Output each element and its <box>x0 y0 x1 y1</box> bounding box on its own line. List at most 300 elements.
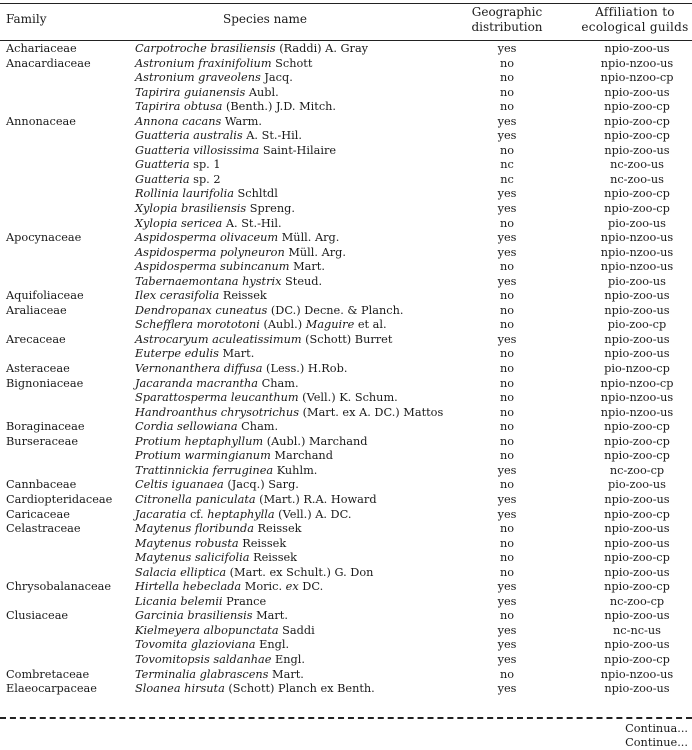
species-cell <box>135 144 336 159</box>
species-cell <box>135 231 339 246</box>
ecological-guild-cell: npio-zoo-cp <box>604 129 670 143</box>
ecological-guild-cell: pio-zoo-us <box>608 478 666 492</box>
species-author: (Schott) Planch ex Benth. <box>224 682 375 696</box>
species-name-italic: Tapirira guianensis <box>135 85 246 99</box>
ecological-guild-cell: npio-zoo-cp <box>604 449 670 463</box>
geographic-distribution-cell: no <box>499 434 515 448</box>
species-author: (DC.) Decne. & Planch. <box>267 303 404 317</box>
table-row <box>0 653 692 668</box>
ecological-guild-cell: npio-nzoo-cp <box>600 376 674 390</box>
header-geo-line2: distribution <box>471 20 543 34</box>
species-name-italic: Sloanea hirsuta <box>135 682 225 696</box>
geographic-distribution-cell: no <box>499 536 515 550</box>
species-cell <box>135 158 221 173</box>
ecological-guild-cell: npio-zoo-us <box>604 536 670 550</box>
species-name-italic: heptaphylla <box>207 507 275 521</box>
species-cell <box>135 57 312 72</box>
species-name-italic: Protium warmingianum <box>135 449 271 463</box>
table-row <box>0 217 692 232</box>
species-cell <box>135 347 254 362</box>
species-author: Cham. <box>258 376 299 390</box>
ecological-guild-cell: npio-zoo-us <box>604 609 670 623</box>
table-row <box>0 595 692 610</box>
table-row <box>0 57 692 72</box>
ecological-guild-cell: npio-nzoo-us <box>600 56 674 70</box>
species-cell <box>135 435 368 450</box>
ecological-guild-cell: npio-zoo-cp <box>604 507 670 521</box>
table-row <box>0 246 692 261</box>
species-name-italic: Annona cacans <box>135 114 222 128</box>
species-author: Saddi <box>278 623 315 637</box>
header-geo-line1: Geographic <box>471 5 543 19</box>
ecological-guild-cell: npio-zoo-cp <box>604 420 670 434</box>
table-row <box>0 609 692 624</box>
geographic-distribution-cell: no <box>499 85 515 99</box>
ecological-guild-cell: npio-zoo-us <box>604 682 670 696</box>
continued-label-en: Continue... <box>625 736 688 749</box>
ecological-guild-cell: npio-zoo-cp <box>604 652 670 666</box>
geographic-distribution-cell: no <box>499 376 515 390</box>
species-cell <box>135 202 295 217</box>
species-cell <box>135 86 279 101</box>
species-author: (Raddi) A. Gray <box>275 42 369 55</box>
table-row <box>0 231 692 246</box>
header-rule <box>0 40 692 41</box>
species-cell <box>135 129 302 144</box>
table-row <box>0 260 692 275</box>
species-cell <box>135 508 351 523</box>
geographic-distribution-cell: no <box>499 405 515 419</box>
species-name-italic: Maytenus salicifolia <box>135 551 250 565</box>
species-name-italic: Aspidosperma olivaceum <box>135 231 279 245</box>
table-row <box>0 580 692 595</box>
ecological-guild-cell: npio-zoo-us <box>604 492 670 506</box>
ecological-guild-cell: npio-zoo-us <box>604 42 670 55</box>
species-cell <box>135 566 373 581</box>
species-cell <box>135 173 221 188</box>
family-cell: Arecaceae <box>6 332 66 346</box>
table-row <box>0 86 692 101</box>
geographic-distribution-cell: yes <box>497 652 517 666</box>
ecological-guild-cell: npio-zoo-cp <box>604 434 670 448</box>
species-author: Müll. Arg. <box>284 245 346 259</box>
species-name-italic: Schefflera morototoni <box>135 318 260 332</box>
species-name-italic: Astronium fraxinifolium <box>135 56 272 70</box>
species-name-italic: Tapirira obtusa <box>135 100 223 114</box>
species-name-italic: Dendropanax cuneatus <box>135 303 268 317</box>
table-row <box>0 362 692 377</box>
geographic-distribution-cell: no <box>499 71 515 85</box>
species-name-italic: Licania belemii <box>135 594 223 608</box>
species-name-italic: Xylopia sericea <box>135 216 223 230</box>
ecological-guild-cell: npio-nzoo-cp <box>600 71 674 85</box>
ecological-guild-cell: nc-zoo-cp <box>609 594 665 608</box>
species-author: Prance <box>222 594 267 608</box>
ecological-guild-cell: pio-zoo-us <box>608 216 666 230</box>
ecological-guild-cell: npio-zoo-us <box>604 347 670 361</box>
species-name-italic: Citronella paniculata <box>135 492 256 506</box>
table-row <box>0 144 692 159</box>
header-ecological-guilds <box>580 5 690 35</box>
ecological-guild-cell: npio-zoo-us <box>604 522 670 536</box>
table-row <box>0 347 692 362</box>
geographic-distribution-cell: no <box>499 449 515 463</box>
species-cell <box>135 362 347 377</box>
family-cell: Apocynaceae <box>6 231 82 245</box>
table-row <box>0 682 692 697</box>
species-author: et al. <box>354 318 387 332</box>
family-cell: Boraginaceae <box>6 420 85 434</box>
species-cell <box>135 333 392 348</box>
geographic-distribution-cell: yes <box>497 114 517 128</box>
ecological-guild-cell: npio-zoo-us <box>604 303 670 317</box>
geographic-distribution-cell: yes <box>497 507 517 521</box>
species-cell <box>135 217 282 232</box>
species-name-italic: Astronium graveolens <box>135 71 261 85</box>
species-cell <box>135 187 278 202</box>
species-name-italic: Tabernaemontana hystrix <box>135 274 282 288</box>
table-row <box>0 129 692 144</box>
species-author: (Aubl.) Marchand <box>263 434 368 448</box>
geographic-distribution-cell: yes <box>497 594 517 608</box>
ecological-guild-cell: npio-zoo-us <box>604 143 670 157</box>
geographic-distribution-cell: no <box>499 318 515 332</box>
continued-label-pt: Continua... <box>625 722 688 735</box>
species-cell <box>135 275 322 290</box>
ecological-guild-cell: nc-nc-us <box>613 623 661 637</box>
geographic-distribution-cell: no <box>499 362 515 376</box>
species-name-italic: Salacia elliptica <box>135 565 227 579</box>
species-cell <box>135 522 301 537</box>
ecological-guild-cell: npio-nzoo-us <box>600 667 674 681</box>
family-cell: Araliaceae <box>6 303 67 317</box>
geographic-distribution-cell: yes <box>497 682 517 696</box>
species-cell <box>135 289 267 304</box>
species-author: Saint-Hilaire <box>259 143 337 157</box>
geographic-distribution-cell: no <box>499 478 515 492</box>
family-cell: Annonaceae <box>6 114 76 128</box>
table-row <box>0 391 692 406</box>
species-name-italic: Tovomita glazioviana <box>135 638 256 652</box>
species-name-italic: Astrocaryum aculeatissimum <box>135 332 302 346</box>
species-name-italic: Guatteria villosissima <box>135 143 260 157</box>
species-author: (Jacq.) Sarg. <box>223 478 299 492</box>
geographic-distribution-cell: no <box>499 609 515 623</box>
species-name-italic: Vernonanthera diffusa <box>135 362 263 376</box>
species-cell <box>135 478 299 493</box>
species-cell <box>135 391 398 406</box>
table-row <box>0 638 692 653</box>
ecological-guild-cell: npio-zoo-cp <box>604 202 670 216</box>
family-cell: Elaeocarpaceae <box>6 682 97 696</box>
species-author: Mart. <box>218 347 255 361</box>
ecological-guild-cell: nc-zoo-cp <box>609 463 665 477</box>
species-author: Mart. <box>252 609 288 623</box>
ecological-guild-cell: npio-zoo-us <box>604 85 670 99</box>
table-row <box>0 158 692 173</box>
species-name-italic: Xylopia brasiliensis <box>135 202 247 216</box>
species-author: (Aubl.) <box>259 318 306 332</box>
species-cell <box>135 493 377 508</box>
species-author: (Mart. ex A. DC.) Mattos <box>299 405 444 419</box>
species-author: A. St.-Hil. <box>222 216 282 230</box>
species-name-italic: Trattinnickia ferruginea <box>135 463 274 477</box>
species-author: DC. <box>298 580 324 594</box>
geographic-distribution-cell: yes <box>497 42 517 55</box>
species-cell <box>135 595 266 610</box>
species-author: Mart. <box>268 667 304 681</box>
top-rule <box>0 3 692 4</box>
header-geographic-distribution <box>462 5 552 35</box>
geographic-distribution-cell: no <box>499 216 515 230</box>
species-cell <box>135 71 293 86</box>
species-name-italic: Garcinia brasiliensis <box>135 609 253 623</box>
species-name-italic: Handroanthus chrysotrichus <box>135 405 299 419</box>
table-row <box>0 318 692 333</box>
species-author: Cham. <box>237 420 279 434</box>
species-cell <box>135 42 368 57</box>
geographic-distribution-cell: nc <box>500 172 514 186</box>
table-row <box>0 173 692 188</box>
header-family: Family <box>6 12 47 26</box>
species-cell <box>135 449 333 464</box>
species-author: Reissek <box>219 289 267 303</box>
species-name-italic: Ilex cerasifolia <box>135 289 220 303</box>
geographic-distribution-cell: no <box>499 565 515 579</box>
geographic-distribution-cell: no <box>499 100 515 114</box>
table-row <box>0 406 692 421</box>
geographic-distribution-cell: no <box>499 551 515 565</box>
species-name-italic: Maytenus floribunda <box>135 522 254 536</box>
ecological-guild-cell: pio-zoo-cp <box>607 318 667 332</box>
species-name-italic: Aspidosperma polyneuron <box>135 245 285 259</box>
species-cell <box>135 580 323 595</box>
species-author: Schltdl <box>233 187 278 201</box>
species-cell <box>135 260 325 275</box>
table-row <box>0 478 692 493</box>
family-cell: Anacardiaceae <box>6 56 91 70</box>
header-species: Species name <box>223 12 307 26</box>
species-cell <box>135 624 315 639</box>
species-cell <box>135 537 286 552</box>
species-author: Müll. Arg. <box>278 231 340 245</box>
table-row <box>0 275 692 290</box>
geographic-distribution-cell: yes <box>497 332 517 346</box>
species-cell <box>135 115 262 130</box>
species-author: Reissek <box>249 551 298 565</box>
family-cell: Combretaceae <box>6 667 90 681</box>
species-cell <box>135 304 403 319</box>
ecological-guild-cell: npio-zoo-us <box>604 638 670 652</box>
ecological-guild-cell: npio-zoo-cp <box>604 580 670 594</box>
species-cell <box>135 100 336 115</box>
table-row <box>0 377 692 392</box>
species-name-italic: Euterpe edulis <box>135 347 219 361</box>
species-cell <box>135 406 443 421</box>
ecological-guild-cell: nc-zoo-us <box>610 172 664 186</box>
table-row <box>0 624 692 639</box>
table-row <box>0 449 692 464</box>
species-cell <box>135 638 289 653</box>
geographic-distribution-cell: yes <box>497 274 517 288</box>
species-author: Kuhlm. <box>273 463 318 477</box>
table-row <box>0 464 692 479</box>
geographic-distribution-cell: yes <box>497 187 517 201</box>
geographic-distribution-cell: yes <box>497 623 517 637</box>
species-name-italic: Guatteria <box>135 172 190 186</box>
species-name-italic: Maytenus robusta <box>135 536 239 550</box>
species-author: Warm. <box>221 114 262 128</box>
species-name-italic: ex <box>285 580 299 594</box>
ecological-guild-cell: npio-zoo-cp <box>604 100 670 114</box>
ecological-guild-cell: npio-zoo-us <box>604 565 670 579</box>
species-name-italic: Sparattosperma leucanthum <box>135 391 299 405</box>
family-cell: Cannbaceae <box>6 478 77 492</box>
geographic-distribution-cell: no <box>499 303 515 317</box>
species-author: (Mart.) R.A. Howard <box>255 492 377 506</box>
table-row <box>0 508 692 523</box>
geographic-distribution-cell: no <box>499 289 515 303</box>
header-aff-line1: Affiliation to <box>595 5 675 19</box>
ecological-guild-cell: npio-nzoo-us <box>600 391 674 405</box>
family-cell: Cardiopteridaceae <box>6 492 113 506</box>
species-author: Marchand <box>270 449 333 463</box>
species-name-italic: Celtis iguanaea <box>135 478 224 492</box>
species-name-italic: Tovomitopsis saldanhae <box>135 652 272 666</box>
species-author: (Mart. ex Schult.) G. Don <box>226 565 374 579</box>
species-name-italic: Jacaranda macrantha <box>135 376 259 390</box>
species-name-italic: Guatteria australis <box>135 129 243 143</box>
ecological-guild-cell: npio-zoo-us <box>604 332 670 346</box>
species-author: (Benth.) J.D. Mitch. <box>222 100 337 114</box>
species-name-italic: Jacaratia <box>135 507 187 521</box>
table-body <box>0 42 692 697</box>
family-cell: Clusiaceae <box>6 609 69 623</box>
table-row <box>0 289 692 304</box>
table-row <box>0 42 692 57</box>
geographic-distribution-cell: no <box>499 260 515 274</box>
ecological-guild-cell: nc-zoo-us <box>610 158 664 172</box>
species-name-italic: Carpotroche brasiliensis <box>135 42 276 55</box>
species-author: A. St.-Hil. <box>242 129 302 143</box>
species-author: Schott <box>271 56 313 70</box>
ecological-guild-cell: pio-nzoo-cp <box>604 362 670 376</box>
ecological-guild-cell: npio-zoo-cp <box>604 551 670 565</box>
species-author: Spreng. <box>246 202 295 216</box>
table-row <box>0 333 692 348</box>
geographic-distribution-cell: no <box>499 391 515 405</box>
species-cell <box>135 420 278 435</box>
species-author: Steud. <box>281 274 323 288</box>
species-cell <box>135 609 288 624</box>
species-cell <box>135 318 387 333</box>
species-author: sp. 1 <box>189 158 221 172</box>
table-row <box>0 566 692 581</box>
family-cell: Asteraceae <box>6 362 70 376</box>
table-row <box>0 420 692 435</box>
geographic-distribution-cell: no <box>499 522 515 536</box>
species-author: Moric. <box>241 580 286 594</box>
geographic-distribution-cell: yes <box>497 202 517 216</box>
table-row <box>0 187 692 202</box>
table-row <box>0 435 692 450</box>
family-cell: Celastraceae <box>6 522 81 536</box>
ecological-guild-cell: npio-zoo-cp <box>604 114 670 128</box>
species-name-italic: Hirtella hebeclada <box>135 580 242 594</box>
table-row <box>0 551 692 566</box>
ecological-guild-cell: npio-zoo-cp <box>604 187 670 201</box>
geographic-distribution-cell: yes <box>497 638 517 652</box>
species-name-italic: Rollinia laurifolia <box>135 187 234 201</box>
geographic-distribution-cell: no <box>499 667 515 681</box>
geographic-distribution-cell: yes <box>497 245 517 259</box>
family-cell: Caricaceae <box>6 507 70 521</box>
geographic-distribution-cell: yes <box>497 580 517 594</box>
species-author: Engl. <box>271 652 305 666</box>
ecological-guild-cell: npio-nzoo-us <box>600 231 674 245</box>
species-author: (Vell.) A. DC. <box>274 507 352 521</box>
species-author: Reissek <box>253 522 302 536</box>
geographic-distribution-cell: yes <box>497 463 517 477</box>
ecological-guild-cell: npio-zoo-us <box>604 289 670 303</box>
species-author: sp. 2 <box>189 172 221 186</box>
ecological-guild-cell: npio-nzoo-us <box>600 405 674 419</box>
table-row <box>0 522 692 537</box>
species-name-italic: Aspidosperma subincanum <box>135 260 290 274</box>
species-cell <box>135 682 375 697</box>
species-author: Mart. <box>289 260 325 274</box>
species-author: Reissek <box>238 536 287 550</box>
species-name-italic: Guatteria <box>135 158 190 172</box>
species-cell <box>135 377 299 392</box>
table-row <box>0 304 692 319</box>
table-row <box>0 668 692 683</box>
geographic-distribution-cell: yes <box>497 231 517 245</box>
species-author: (Vell.) K. Schum. <box>298 391 398 405</box>
family-cell: Achariaceae <box>6 42 77 55</box>
table-row <box>0 71 692 86</box>
species-cell <box>135 246 346 261</box>
species-name-italic: Protium heptaphyllum <box>135 434 264 448</box>
species-name-italic: Cordia sellowiana <box>135 420 238 434</box>
species-author: Aubl. <box>245 85 279 99</box>
family-cell: Bignoniaceae <box>6 376 84 390</box>
table-row <box>0 202 692 217</box>
geographic-distribution-cell: no <box>499 56 515 70</box>
table-row <box>0 115 692 130</box>
species-author: (Less.) H.Rob. <box>262 362 348 376</box>
table-row <box>0 100 692 115</box>
species-cell <box>135 551 297 566</box>
species-name-italic: Maguire <box>305 318 355 332</box>
table-row <box>0 493 692 508</box>
species-author: (Schott) Burret <box>301 332 393 346</box>
species-cell <box>135 668 304 683</box>
geographic-distribution-cell: no <box>499 143 515 157</box>
ecological-guild-cell: npio-nzoo-us <box>600 260 674 274</box>
ecological-guild-cell: pio-zoo-us <box>608 274 666 288</box>
species-author: cf. <box>186 507 208 521</box>
geographic-distribution-cell: nc <box>500 158 514 172</box>
geographic-distribution-cell: yes <box>497 129 517 143</box>
table-row <box>0 537 692 552</box>
species-author: Engl. <box>255 638 290 652</box>
ecological-guild-cell: npio-nzoo-us <box>600 245 674 259</box>
species-name-italic: Kielmeyera albopunctata <box>135 623 279 637</box>
family-cell: Chrysobalanaceae <box>6 580 112 594</box>
geographic-distribution-cell: no <box>499 420 515 434</box>
species-name-italic: Terminalia glabrascens <box>135 667 269 681</box>
